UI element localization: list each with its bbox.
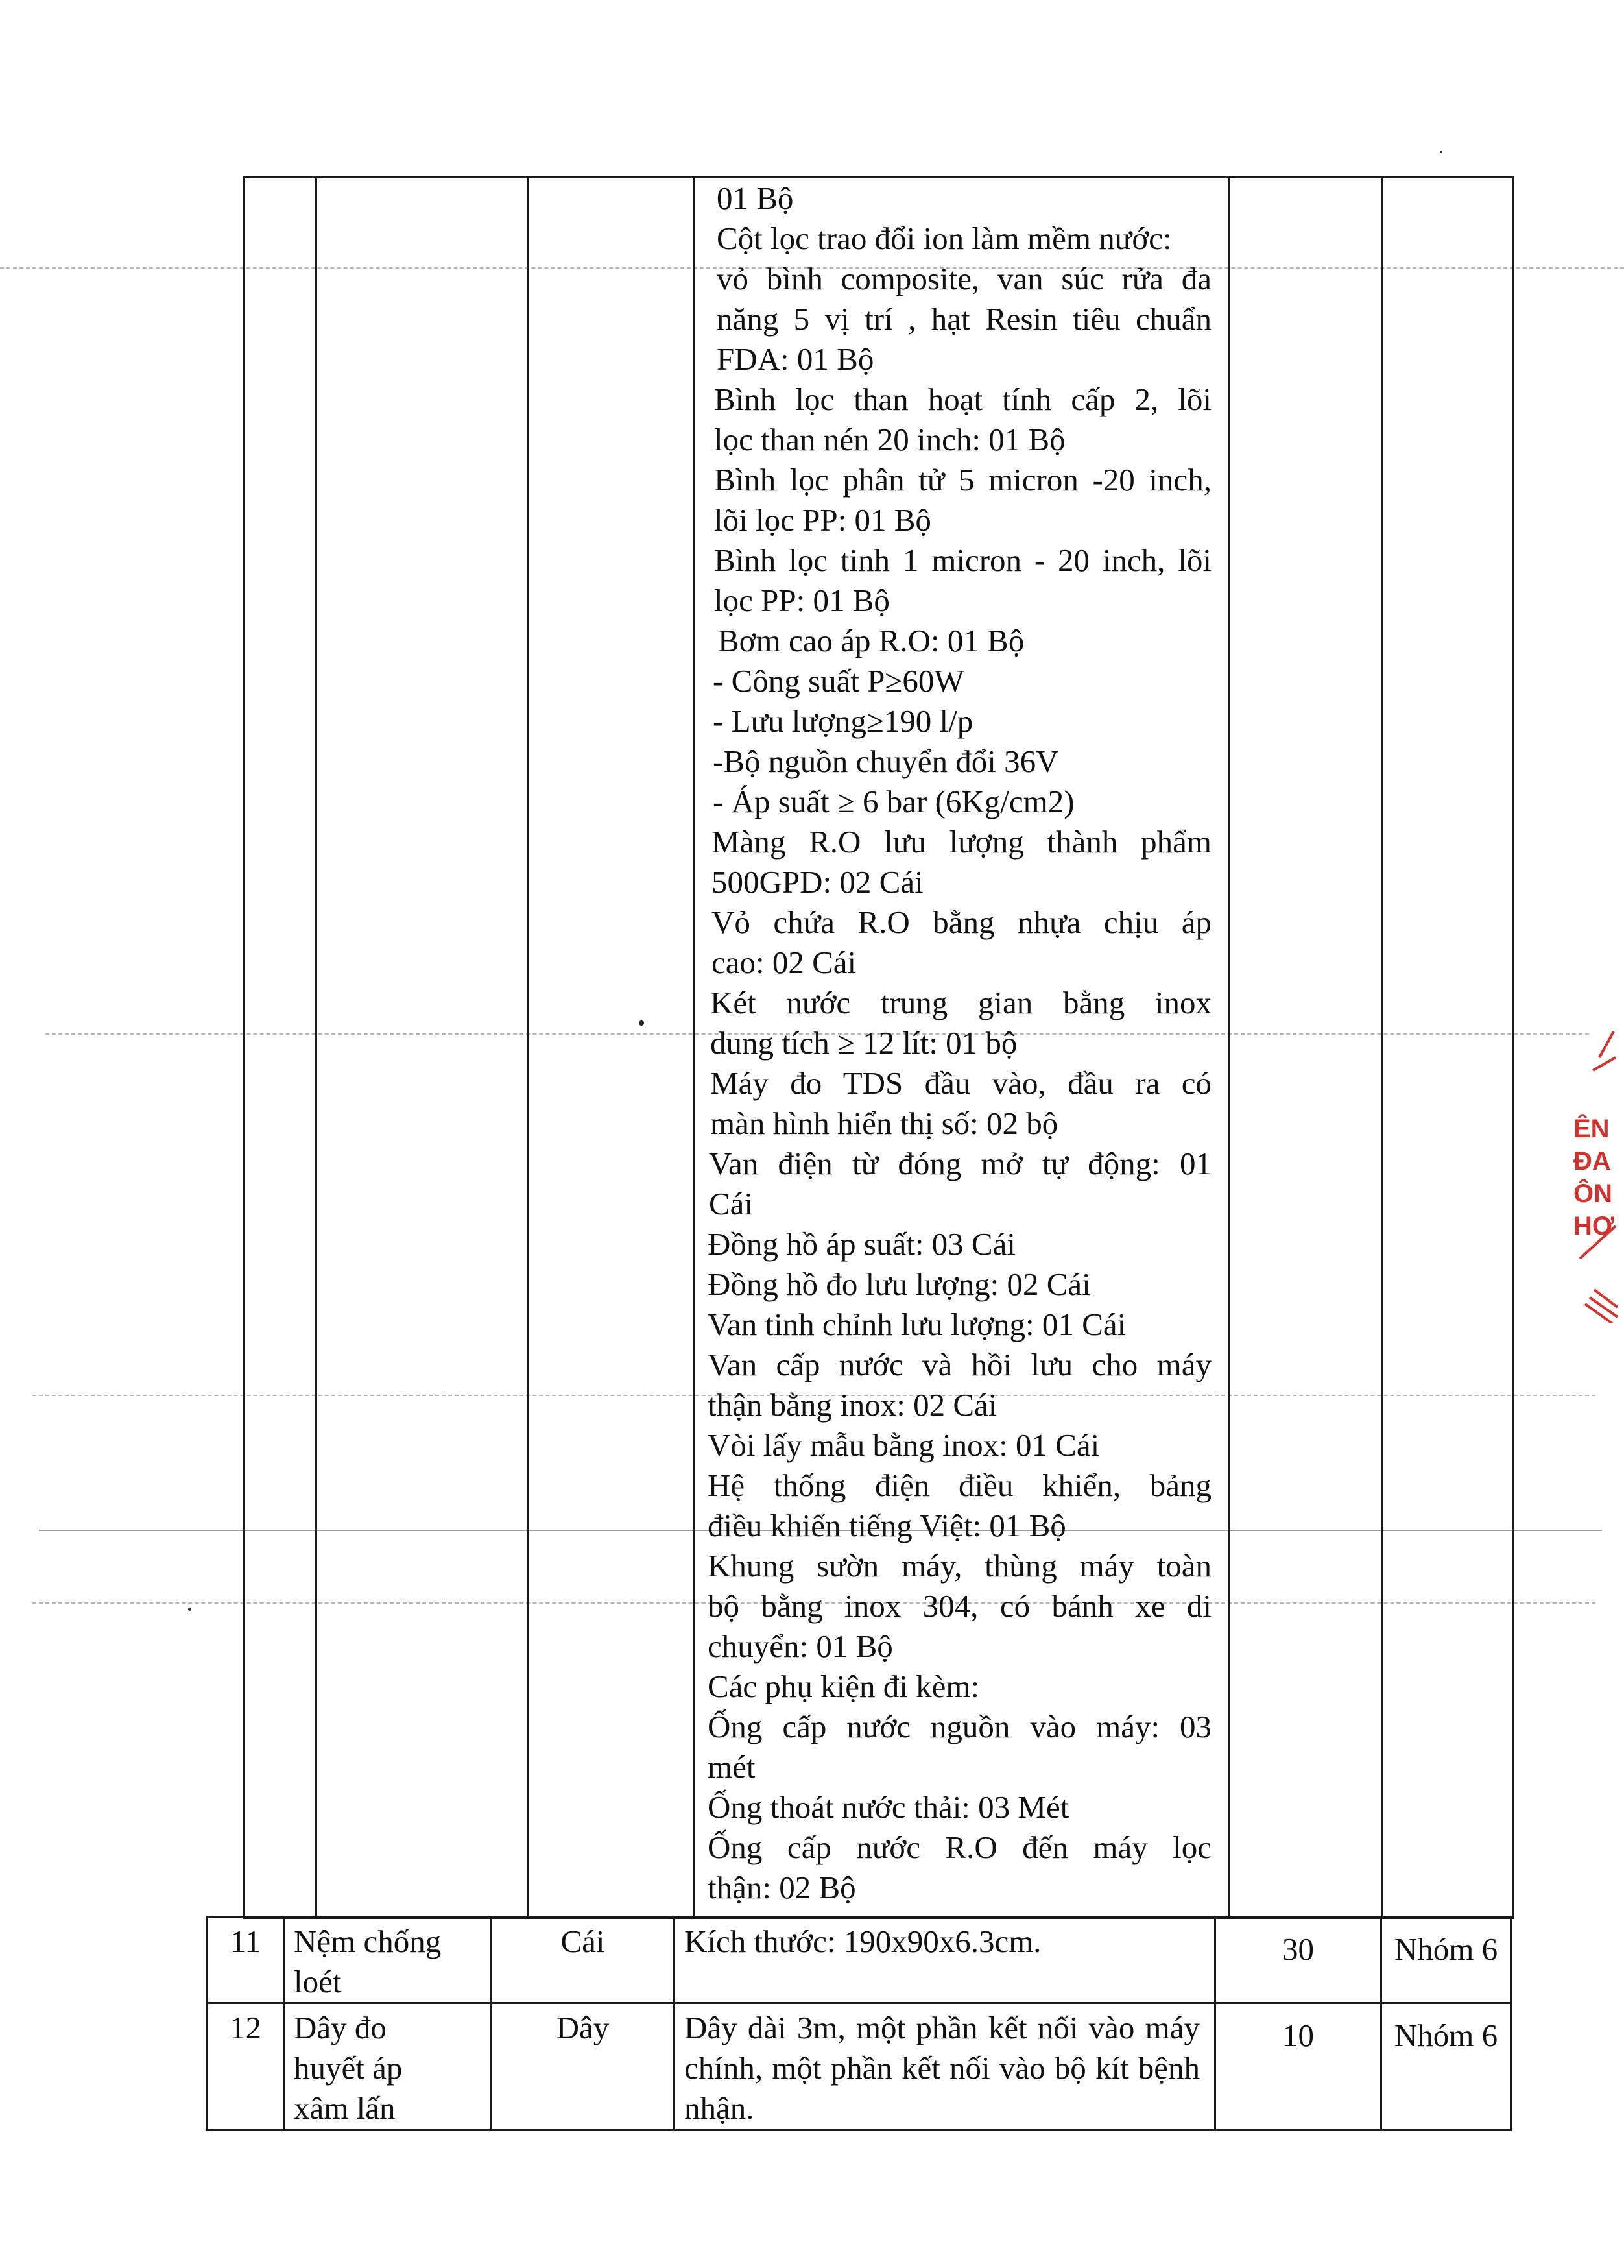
spec-line: Bình lọc tinh 1 micron - 20 inch, lõi (714, 542, 1212, 578)
spec-line: màn hình hiển thị số: 02 bộ (710, 1105, 1058, 1141)
spec-line: cao: 02 Cái (711, 945, 857, 980)
spec-line: thận: 02 Bộ (708, 1870, 856, 1905)
item-unit: Dây (492, 2003, 675, 2130)
spec-line: vỏ bình composite, van súc rửa đa (717, 261, 1212, 296)
item-specification (675, 2003, 1215, 2130)
spec-line: Ống cấp nước R.O đến máy lọc (708, 1829, 1212, 1865)
unit-cell (528, 178, 694, 1918)
table-row (244, 178, 1514, 1918)
scan-speck (188, 1608, 191, 1611)
spec-line: Van tinh chỉnh lưu lượng: 01 Cái (708, 1307, 1127, 1342)
spec-line: Máy đo TDS đầu vào, đầu ra có (710, 1065, 1212, 1101)
seal-letter: ÔN (1573, 1179, 1612, 1208)
spec-line: chuyển: 01 Bộ (708, 1628, 893, 1664)
spec-line: Đồng hồ đo lưu lượng: 02 Cái (708, 1266, 1091, 1302)
spec-line: Vòi lấy mẫu bằng inox: 01 Cái (708, 1427, 1100, 1463)
item-specification: Kích thước: 190x90x6.3cm. (675, 1917, 1215, 2003)
spec-line: Vỏ chứa R.O bằng nhựa chịu áp (711, 904, 1212, 940)
seal-letter: HƠ (1573, 1212, 1615, 1240)
spec-line: Bơm cao áp R.O: 01 Bộ (718, 623, 1025, 658)
spec-line: - Áp suất ≥ 6 bar (6Kg/cm2) (713, 784, 1075, 819)
spec-line: Màng R.O lưu lượng thành phẩm (711, 824, 1212, 860)
spec-line: mét (708, 1749, 756, 1785)
item-number: 11 (208, 1917, 284, 2003)
spec-line: Đồng hồ áp suất: 03 Cái (708, 1226, 1016, 1262)
continuation-table (243, 176, 1514, 1919)
scan-speck (1440, 151, 1442, 153)
spec-line: Khung sườn máy, thùng máy toàn (708, 1548, 1212, 1584)
spec-line: Két nước trung gian bằng inox (710, 985, 1212, 1020)
spec-line: 500GPD: 02 Cái (711, 864, 924, 900)
item-name: Dây đo huyết áp xâm lấn (284, 2003, 492, 2130)
name-cell (316, 178, 528, 1918)
spec-line: Bình lọc phân tử 5 micron -20 inch, (714, 462, 1212, 498)
specification-cell (694, 178, 1230, 1918)
item-number: 12 (208, 2003, 284, 2130)
spec-line: Hệ thống điện điều khiển, bảng (708, 1467, 1212, 1503)
seal-letter: ÊN (1573, 1115, 1610, 1143)
red-seal-fragment (1554, 1031, 1619, 1323)
spec-line: lọc PP: 01 Bộ (714, 583, 890, 618)
item-group: Nhóm 6 (1381, 1917, 1511, 2003)
spec-line: Van cấp nước và hồi lưu cho máy (708, 1347, 1212, 1382)
spec-line: Cái (709, 1186, 754, 1222)
item-quantity: 30 (1215, 1917, 1381, 2003)
quantity-cell (1230, 178, 1383, 1918)
group-cell (1383, 178, 1514, 1918)
seal-border-icon (1554, 1031, 1619, 1323)
spec-line: thận bằng inox: 02 Cái (708, 1387, 997, 1423)
item-unit: Cái (492, 1917, 675, 2003)
spec-line: năng 5 vị trí , hạt Resin tiêu chuẩn (717, 301, 1212, 337)
spec-line: điều khiển tiếng Việt: 01 Bộ (708, 1508, 1066, 1543)
item-name: Nệm chống loét (284, 1917, 492, 2003)
spec-line: - Lưu lượng≥190 l/p (713, 703, 973, 739)
item-quantity: 10 (1215, 2003, 1381, 2130)
spec-line: Ống thoát nước thải: 03 Mét (708, 1789, 1069, 1825)
seal-letter: ĐA (1573, 1147, 1611, 1176)
spec-line: Van điện từ đóng mở tự động: 01 (709, 1146, 1212, 1181)
table-row (208, 1917, 1511, 2003)
spec-line: lọc than nén 20 inch: 01 Bộ (714, 422, 1066, 457)
spec-line: FDA: 01 Bộ (717, 341, 874, 377)
spec-line: -Bộ nguồn chuyển đổi 36V (713, 743, 1059, 779)
spec-line: Các phụ kiện đi kèm: (708, 1669, 980, 1704)
spec-line: - Công suất P≥60W (713, 663, 964, 699)
spec-line: bộ bằng inox 304, có bánh xe di (708, 1588, 1212, 1624)
no-cell (244, 178, 316, 1918)
spec-line: dung tích ≥ 12 lít: 01 bộ (710, 1025, 1018, 1061)
spec-line: Cột lọc trao đổi ion làm mềm nước: (717, 221, 1172, 256)
spec-line: lõi lọc PP: 01 Bộ (714, 502, 931, 538)
item-specification-text: Dây dài 3m, một phần kết nối vào máy chính, một phần kết nối vào bộ kít bệnh nhận. (684, 2010, 1200, 2126)
items-table (206, 1916, 1512, 2131)
spec-line: Bình lọc than hoạt tính cấp 2, lõi (714, 381, 1212, 417)
spec-line: Ống cấp nước nguồn vào máy: 03 (708, 1709, 1212, 1744)
table-row (208, 2003, 1511, 2130)
spec-line: 01 Bộ (717, 180, 794, 216)
item-group: Nhóm 6 (1381, 2003, 1511, 2130)
